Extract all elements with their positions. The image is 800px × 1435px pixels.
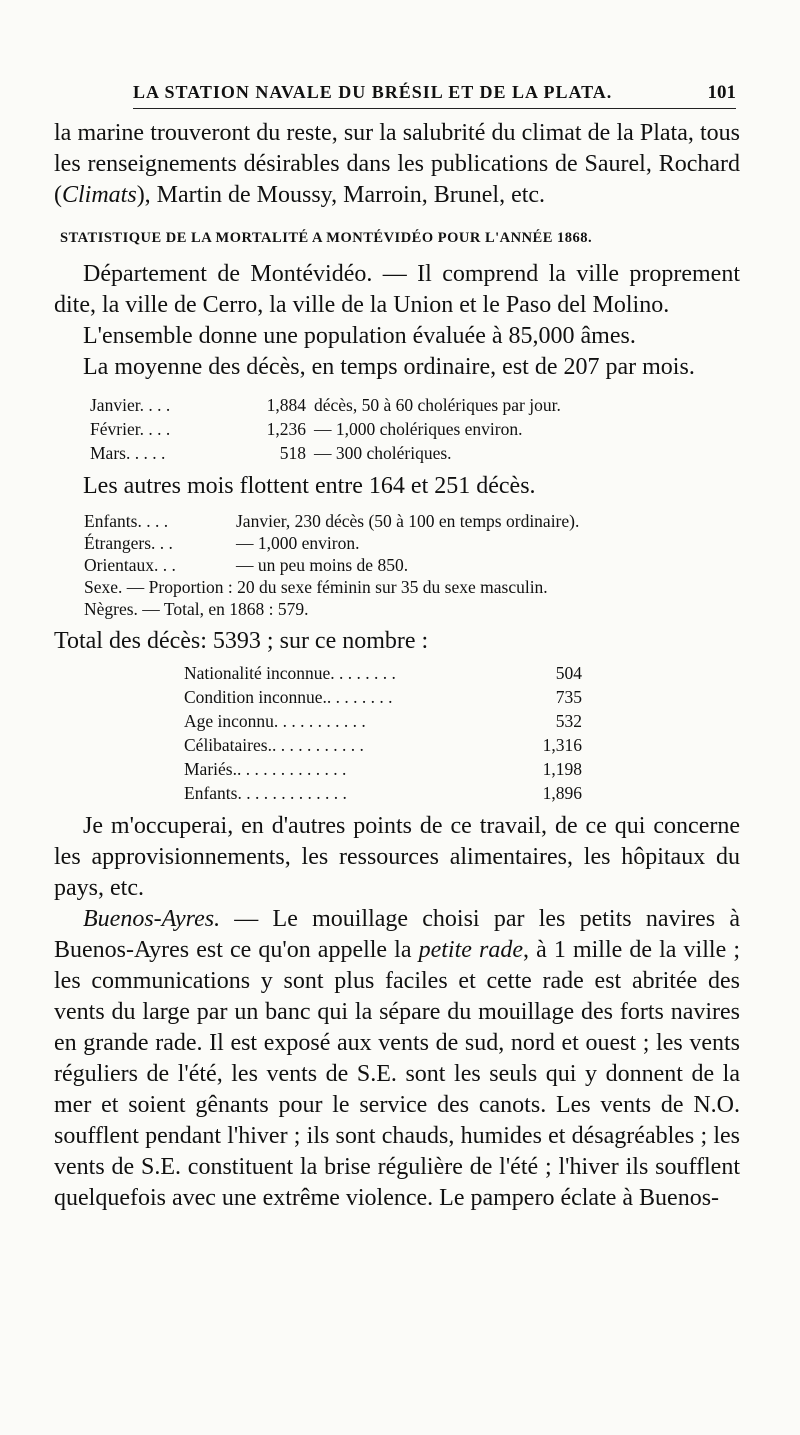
stat-value: 504 xyxy=(555,663,582,683)
buenos-text-1: — Le mouillage choisi par les petits navires à Buenos-Ayres est ce qu'on appelle la xyxy=(54,906,740,963)
intro-text-1: la marine trouveront du reste, sur la salubrité du climat de la Plata, tous les renseignements désirables dans les publications de Saurel, Rochard ( xyxy=(54,120,740,208)
stat-value: 1,198 xyxy=(542,759,582,779)
demog-key: Étrangers. . . xyxy=(84,533,173,553)
occuperai-paragraph: Je m'occuperai, en d'autres points de ce travail, de ce qui concerne les approvisionnements, les ressources alimentaires, les hôpitaux du pays, etc. xyxy=(54,813,740,901)
stat-label: Mariés.. . . . . . . . . . . . . xyxy=(184,759,347,779)
stat-value: 1,896 xyxy=(542,783,582,803)
month-count: 518 xyxy=(279,443,306,463)
page-body xyxy=(54,118,740,1214)
table-row xyxy=(184,709,582,733)
month-count: 1,236 xyxy=(266,419,306,439)
monthly-deaths-table xyxy=(90,393,740,465)
stat-value: 735 xyxy=(555,687,582,707)
death-breakdown-table xyxy=(184,661,582,805)
running-title: LA STATION NAVALE DU BRÉSIL ET DE LA PLATA. xyxy=(133,82,613,102)
month-label: Janvier. . . . xyxy=(90,395,171,415)
table-row xyxy=(84,510,740,532)
running-head xyxy=(133,82,736,109)
total-line: Total des décès: 5393 ; sur ce nombre : xyxy=(54,628,429,654)
autres-paragraph: Les autres mois flottent entre 164 et 251 décès. xyxy=(83,473,536,499)
negres-line: Nègres. — Total, en 1868 : 579. xyxy=(84,599,309,619)
ensemble-paragraph: L'ensemble donne une population évaluée à 85,000 âmes. xyxy=(83,323,636,349)
demographics-table xyxy=(84,510,740,620)
stat-label: Célibataires.. . . . . . . . . . . xyxy=(184,735,364,755)
buenos-italic-term: petite rade xyxy=(418,937,524,963)
stat-label: Nationalité inconnue. . . . . . . . xyxy=(184,663,396,683)
month-detail: décès, 50 à 60 cholériques par jour. xyxy=(314,395,561,415)
demog-key: Enfants. . . . xyxy=(84,511,169,531)
buenos-label: Buenos-Ayres. xyxy=(83,906,221,932)
intro-text-2: ), Martin de Moussy, Marroin, Brunel, etc. xyxy=(136,182,546,208)
table-row xyxy=(90,417,740,441)
page-number: 101 xyxy=(707,82,736,103)
stat-label: Enfants. . . . . . . . . . . . . xyxy=(184,783,347,803)
buenos-ayres-paragraph xyxy=(54,904,740,1214)
stat-label: Condition inconnue.. . . . . . . . xyxy=(184,687,393,707)
month-count: 1,884 xyxy=(266,395,306,415)
month-detail: — 1,000 cholériques environ. xyxy=(314,419,523,439)
table-row xyxy=(90,393,740,417)
month-label: Février. . . . xyxy=(90,419,171,439)
table-row xyxy=(184,661,582,685)
table-row xyxy=(84,554,740,576)
table-row xyxy=(184,757,582,781)
buenos-text-2: , à 1 mille de la ville ; les communications y sont plus faciles et cette rade est abritée des vents du large par un banc qui la sépare du mouillage des forts navires en grande rade. Il est exposé aux vents de sud, nord et ouest ; les vents réguliers de l'été, les vents de S.E. sont les seuls qui y donnent de la mer et soient gênants pour le service des canots. Les vents de N.O. soufflent pendant l'hiver ; ils sont chauds, humides et désagréables ; les vents de S.E. constituent la brise régulière de l'été ; l'hiver ils soufflent quelquefois avec une extrême violence. Le pampero éclate à Buenos- xyxy=(54,937,740,1211)
table-row xyxy=(84,532,740,554)
intro-paragraph xyxy=(54,118,740,211)
demog-value: — 1,000 environ. xyxy=(236,533,360,553)
table-row xyxy=(184,733,582,757)
sexe-line: Sexe. — Proportion : 20 du sexe féminin sur 35 du sexe masculin. xyxy=(84,577,548,597)
demog-value: Janvier, 230 décès (50 à 100 en temps ordinaire). xyxy=(236,511,580,531)
stat-value: 1,316 xyxy=(542,735,582,755)
demog-value: — un peu moins de 850. xyxy=(236,555,409,575)
section-title: STATISTIQUE DE LA MORTALITÉ A MONTÉVIDÉO POUR L'ANNÉE 1868. xyxy=(60,230,593,246)
demog-key: Orientaux. . . xyxy=(84,555,176,575)
stat-label: Age inconnu. . . . . . . . . . . xyxy=(184,711,366,731)
month-detail: — 300 cholériques. xyxy=(314,443,452,463)
table-row xyxy=(184,685,582,709)
departement-paragraph: Département de Montévidéo. — Il comprend la ville proprement dite, la ville de Cerro, la ville de la Union et le Paso del Molino. xyxy=(54,261,740,318)
stat-value: 532 xyxy=(555,711,582,731)
intro-italic: Climats xyxy=(62,182,137,208)
table-row xyxy=(184,781,582,805)
table-row xyxy=(90,441,740,465)
month-label: Mars. . . . . xyxy=(90,443,166,463)
moyenne-paragraph: La moyenne des décès, en temps ordinaire, est de 207 par mois. xyxy=(83,354,695,380)
